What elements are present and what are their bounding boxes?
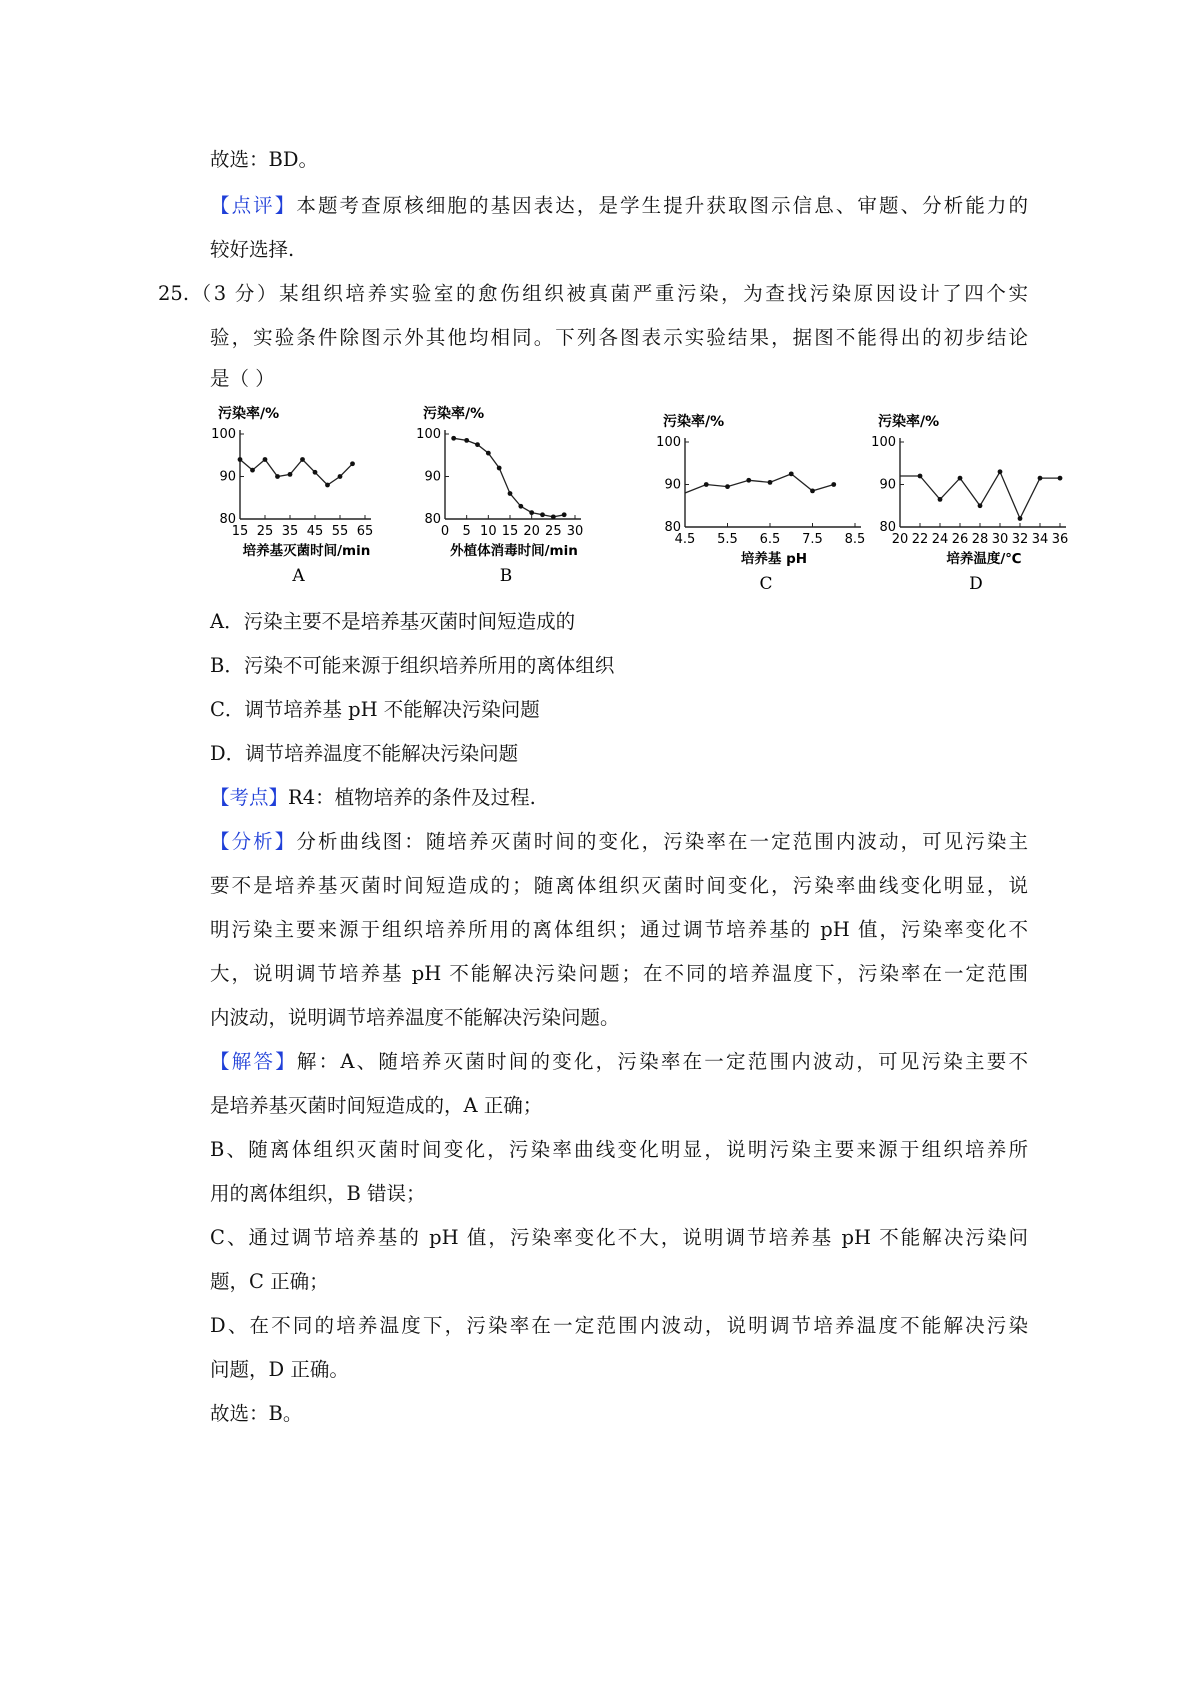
- panel-a-x-label: 培养基灭菌时间/min: [242, 543, 371, 559]
- panel-b-x-tick-label: 5: [462, 524, 471, 539]
- panel-b-title: 污染率/%: [423, 406, 485, 422]
- jieda-line-7: D、在不同的培养温度下，污染率在一定范围内波动，说明调节培养温度不能解决污染: [210, 1314, 1028, 1337]
- jieda-line-8: 问题，D 正确。: [210, 1358, 349, 1381]
- panel-d-y-tick-label: 80: [879, 520, 896, 535]
- comment-text-1: 本题考查原核细胞的基因表达，是学生提升获取图示信息、审题、分析能力的: [296, 194, 1028, 217]
- fenxi-line-3: 明污染主要来源于组织培养所用的离体组织；通过调节培养基的 pH 值，污染率变化不: [210, 918, 1028, 941]
- panel-b-data-point: [451, 436, 456, 441]
- panel-a-y-tick-label: 100: [211, 427, 236, 442]
- panel-b-data-point: [540, 512, 545, 517]
- panel-d-data-point: [998, 469, 1003, 474]
- panel-c-data-point: [746, 478, 751, 483]
- jieda-line-6: 题，C 正确；: [210, 1270, 329, 1293]
- kaodian-tag: 【考点】: [210, 786, 289, 809]
- panel-b-x-tick-label: 10: [480, 524, 497, 539]
- panel-a-x-tick-label: 55: [331, 524, 349, 539]
- option-c: C．调节培养基 pH 不能解决污染问题: [210, 698, 540, 721]
- panel-b-data-point: [529, 510, 534, 515]
- final-answer-line: 故选：B。: [210, 1402, 303, 1425]
- panel-a-title: 污染率/%: [218, 406, 280, 422]
- panel-d-x-tick-label: 20: [891, 532, 909, 547]
- panel-d-x-label: 培养温度/℃: [946, 551, 1022, 567]
- panel-b-x-tick-label: 25: [545, 524, 562, 539]
- panel-a-x-tick-label: 25: [256, 524, 274, 539]
- question-line-2: 验，实验条件除图示外其他均相同。下列各图表示实验结果，据图不能得出的初步结论: [210, 326, 1028, 349]
- panel-d-x-tick-label: 32: [1011, 532, 1029, 547]
- question-text-1: （3 分）某组织培养实验室的愈伤组织被真菌严重污染，为查找污染原因设计了四个实: [189, 282, 1028, 305]
- panel-c-data-point: [725, 484, 730, 489]
- panel-d-series-line: [900, 472, 1060, 519]
- panel-a-x-tick-label: 65: [356, 524, 374, 539]
- panel-d-x-tick-label: 34: [1031, 532, 1049, 547]
- panel-c-y-tick-label: 80: [664, 520, 681, 535]
- panel-c-y-tick-label: 90: [664, 477, 681, 493]
- fenxi-tag: 【分析】: [210, 830, 297, 853]
- panel-b-y-tick-label: 90: [424, 469, 441, 485]
- panel-c-data-point: [831, 482, 836, 487]
- question-number: 25.: [158, 282, 190, 305]
- panel-c-data-point: [810, 488, 815, 493]
- panel-c-title: 污染率/%: [663, 414, 725, 430]
- panel-c-x-tick-label: 5.5: [717, 532, 738, 547]
- panel-a-data-point: [300, 457, 305, 462]
- panel-d-x-tick-label: 36: [1051, 532, 1069, 547]
- jieda-line-5: C、通过调节培养基的 pH 值，污染率变化不大，说明调节培养基 pH 不能解决污染问: [210, 1226, 1028, 1249]
- panel-d-data-point: [918, 474, 923, 479]
- panel-c-x-label: 培养基 pH: [740, 551, 808, 567]
- panel-a-panel-label: A: [292, 566, 305, 586]
- panel-a-y-tick-label: 90: [219, 469, 236, 485]
- panel-b-data-point: [464, 438, 469, 443]
- panel-b-x-tick-label: 0: [440, 524, 450, 539]
- panel-a-data-point: [313, 470, 318, 475]
- panel-b-data-point: [551, 514, 556, 519]
- prev-answer-line: 故选：BD。: [210, 148, 318, 171]
- fenxi-line-1: [210, 828, 1028, 856]
- panel-a-series-line: [240, 460, 353, 486]
- panel-d-data-point: [1058, 476, 1063, 481]
- panel-d-data-point: [978, 503, 983, 508]
- jieda-tag-text: 解答: [231, 1050, 276, 1073]
- panel-b-data-point: [486, 451, 491, 456]
- kaodian-line: [210, 784, 1028, 812]
- panel-d-x-tick-label: 24: [931, 532, 949, 547]
- panel-d-y-tick-label: 90: [879, 477, 896, 493]
- panel-c-y-tick-label: 100: [656, 435, 681, 450]
- jieda-text-1: 解：A、随培养灭菌时间的变化，污染率在一定范围内波动，可见污染主要不: [296, 1050, 1028, 1073]
- jieda-line-1: [210, 1048, 1028, 1076]
- panel-a-data-point: [325, 483, 330, 488]
- fenxi-line-4: 大，说明调节培养基 pH 不能解决污染问题；在不同的培养温度下，污染率在一定范围: [210, 962, 1028, 985]
- kaodian-text: R4：植物培养的条件及过程.: [288, 786, 536, 809]
- panel-d-y-tick-label: 100: [871, 435, 896, 450]
- panel-d-title: 污染率/%: [878, 414, 940, 430]
- panel-d-x-tick-label: 26: [951, 532, 969, 547]
- panel-b-data-point: [497, 466, 502, 471]
- panel-b-x-label: 外植体消毒时间/min: [450, 543, 578, 559]
- option-a: A．污染主要不是培养基灭菌时间短造成的: [210, 610, 576, 633]
- panel-a-data-point: [350, 461, 355, 466]
- panel-d-data-point: [1038, 476, 1043, 481]
- panel-b-data-point: [475, 442, 480, 447]
- panel-b-y-tick-label: 80: [424, 512, 441, 527]
- panel-a-data-point: [250, 468, 255, 473]
- panel-a-x-tick-label: 45: [306, 524, 324, 539]
- panel-b-x-tick-label: 15: [501, 524, 519, 539]
- panel-c-panel-label: C: [759, 574, 773, 594]
- panel-a-data-point: [275, 474, 280, 479]
- panel-b-data-point: [562, 512, 567, 517]
- panel-a-data-point: [338, 474, 343, 479]
- panel-a-y-tick-label: 80: [219, 512, 236, 527]
- panel-c-data-point: [789, 471, 794, 476]
- panel-d-data-point: [938, 497, 943, 502]
- fenxi-line-2: 要不是培养基灭菌时间短造成的；随离体组织灭菌时间变化，污染率曲线变化明显，说: [210, 874, 1028, 897]
- comment-line-1: [210, 192, 1028, 220]
- panel-c-x-tick-label: 7.5: [802, 532, 823, 547]
- comment-tag-text: 点评: [231, 194, 275, 217]
- panel-a-data-point: [263, 457, 268, 462]
- panel-b-x-tick-label: 20: [523, 524, 540, 539]
- fenxi-text-1: 分析曲线图：随培养灭菌时间的变化，污染率在一定范围内波动，可见污染主: [296, 830, 1028, 853]
- panel-c-data-point: [704, 482, 709, 487]
- panel-b-data-point: [518, 504, 523, 509]
- comment-tag: 【点评】: [210, 194, 297, 217]
- panel-b-series-line: [454, 438, 565, 517]
- panel-a-x-tick-label: 35: [281, 524, 299, 539]
- panel-b-panel-label: B: [499, 566, 513, 586]
- panel-d-data-point: [958, 476, 963, 481]
- kaodian-tag-text: 考点: [229, 786, 269, 809]
- panel-b-x-tick-label: 30: [566, 524, 584, 539]
- jieda-line-2: 是培养基灭菌时间短造成的，A 正确；: [210, 1094, 543, 1117]
- panel-a-x-tick-label: 15: [231, 524, 249, 539]
- jieda-line-4: 用的离体组织，B 错误；: [210, 1182, 426, 1205]
- panel-b-data-point: [508, 491, 513, 496]
- option-b: B．污染不可能来源于组织培养所用的离体组织: [210, 654, 615, 677]
- option-d: D．调节培养温度不能解决污染问题: [210, 742, 519, 765]
- panel-a-data-point: [238, 457, 243, 462]
- comment-line-2: 较好选择.: [210, 238, 295, 261]
- experiment-figure: [180, 402, 1080, 602]
- jieda-line-3: B、随离体组织灭菌时间变化，污染率曲线变化明显，说明污染主要来源于组织培养所: [210, 1138, 1028, 1161]
- panel-c-data-point: [768, 480, 773, 485]
- panel-b-y-tick-label: 100: [416, 427, 441, 442]
- fenxi-line-5: 内波动，说明调节培养温度不能解决污染问题。: [210, 1006, 620, 1029]
- question-line-1: [158, 280, 1028, 308]
- panel-c-x-tick-label: 4.5: [674, 532, 696, 547]
- panel-d-data-point: [1018, 516, 1023, 521]
- panel-d-x-tick-label: 28: [971, 532, 989, 547]
- jieda-tag: 【解答】: [210, 1050, 297, 1073]
- panel-c-x-tick-label: 6.5: [759, 532, 781, 547]
- panel-d-x-tick-label: 30: [991, 532, 1009, 547]
- panel-d-panel-label: D: [969, 574, 983, 594]
- panel-a-data-point: [288, 472, 293, 477]
- fenxi-tag-text: 分析: [231, 830, 275, 853]
- question-line-3: 是（ ）: [210, 367, 275, 390]
- panel-c-x-tick-label: 8.5: [844, 532, 866, 547]
- panel-d-x-tick-label: 22: [911, 532, 929, 547]
